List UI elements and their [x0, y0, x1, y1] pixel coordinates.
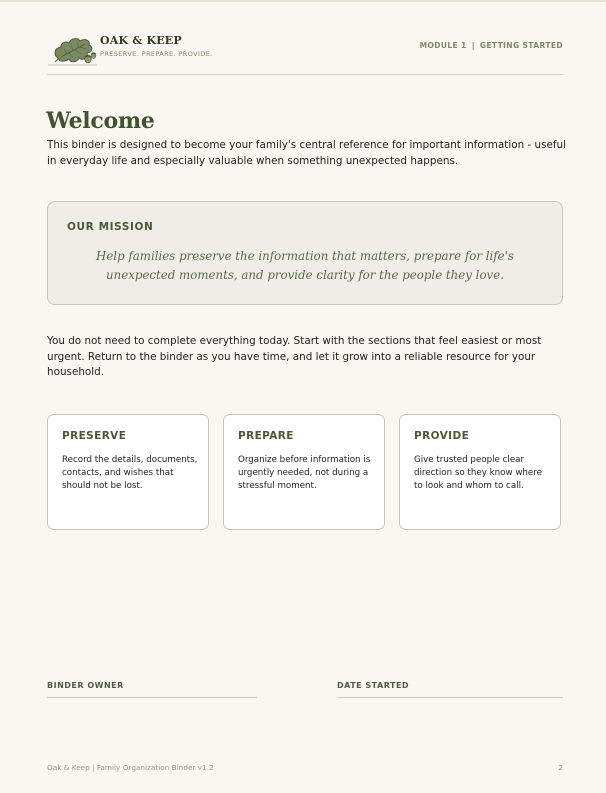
page-header	[47, 30, 563, 74]
card-provide	[399, 414, 561, 530]
card-preserve	[47, 414, 209, 530]
mission-box	[47, 201, 563, 305]
card-prepare	[223, 414, 385, 530]
page-number: 2	[558, 763, 563, 772]
card-text: Organize before information is urgently needed, not during a stressful moment.	[238, 455, 371, 491]
module-label: MODULE 1	[419, 41, 467, 50]
brand-name: OAK & KEEP	[100, 34, 182, 47]
oak-leaf-acorn-icon	[47, 32, 99, 68]
footer-text: Oak & Keep | Family Organization Binder v1.2	[47, 763, 214, 772]
card-text: Record the details, documents, contacts, and wishes that should not be lost.	[62, 455, 198, 491]
date-started-label: DATE STARTED	[337, 681, 410, 690]
header-rule	[47, 74, 563, 75]
card-title: PREPARE	[238, 430, 294, 442]
header-meta	[420, 41, 563, 50]
body-paragraph: You do not need to complete everything today. Start with the sections that feel easiest or most urgent. Return to the binder as you have time, and let it grow into a reliable resource for your household.	[47, 335, 542, 378]
card-text: Give trusted people clear direction so they know where to look and whom to call.	[414, 455, 542, 491]
card-title: PROVIDE	[414, 430, 470, 442]
card-title: PRESERVE	[62, 430, 127, 442]
section-label: GETTING STARTED	[479, 41, 563, 50]
binder-owner-label: BINDER OWNER	[47, 681, 124, 690]
date-started-field[interactable]	[337, 697, 563, 698]
mission-heading: OUR MISSION	[67, 221, 154, 233]
brand-tagline: PRESERVE. PREPARE. PROVIDE.	[100, 50, 213, 58]
binder-owner-field[interactable]	[47, 697, 257, 698]
intro-paragraph: This binder is designed to become your family's central reference for important information - useful in everyday life and especially valuable when something unexpected happens.	[47, 139, 567, 167]
page-top-rule	[0, 0, 606, 2]
mission-quote: Help families preserve the information that matters, prepare for life's unexpected moments, and provide clarity for the people they love.	[96, 249, 514, 282]
page-title: Welcome	[46, 108, 155, 134]
header-separator: |	[471, 41, 475, 50]
